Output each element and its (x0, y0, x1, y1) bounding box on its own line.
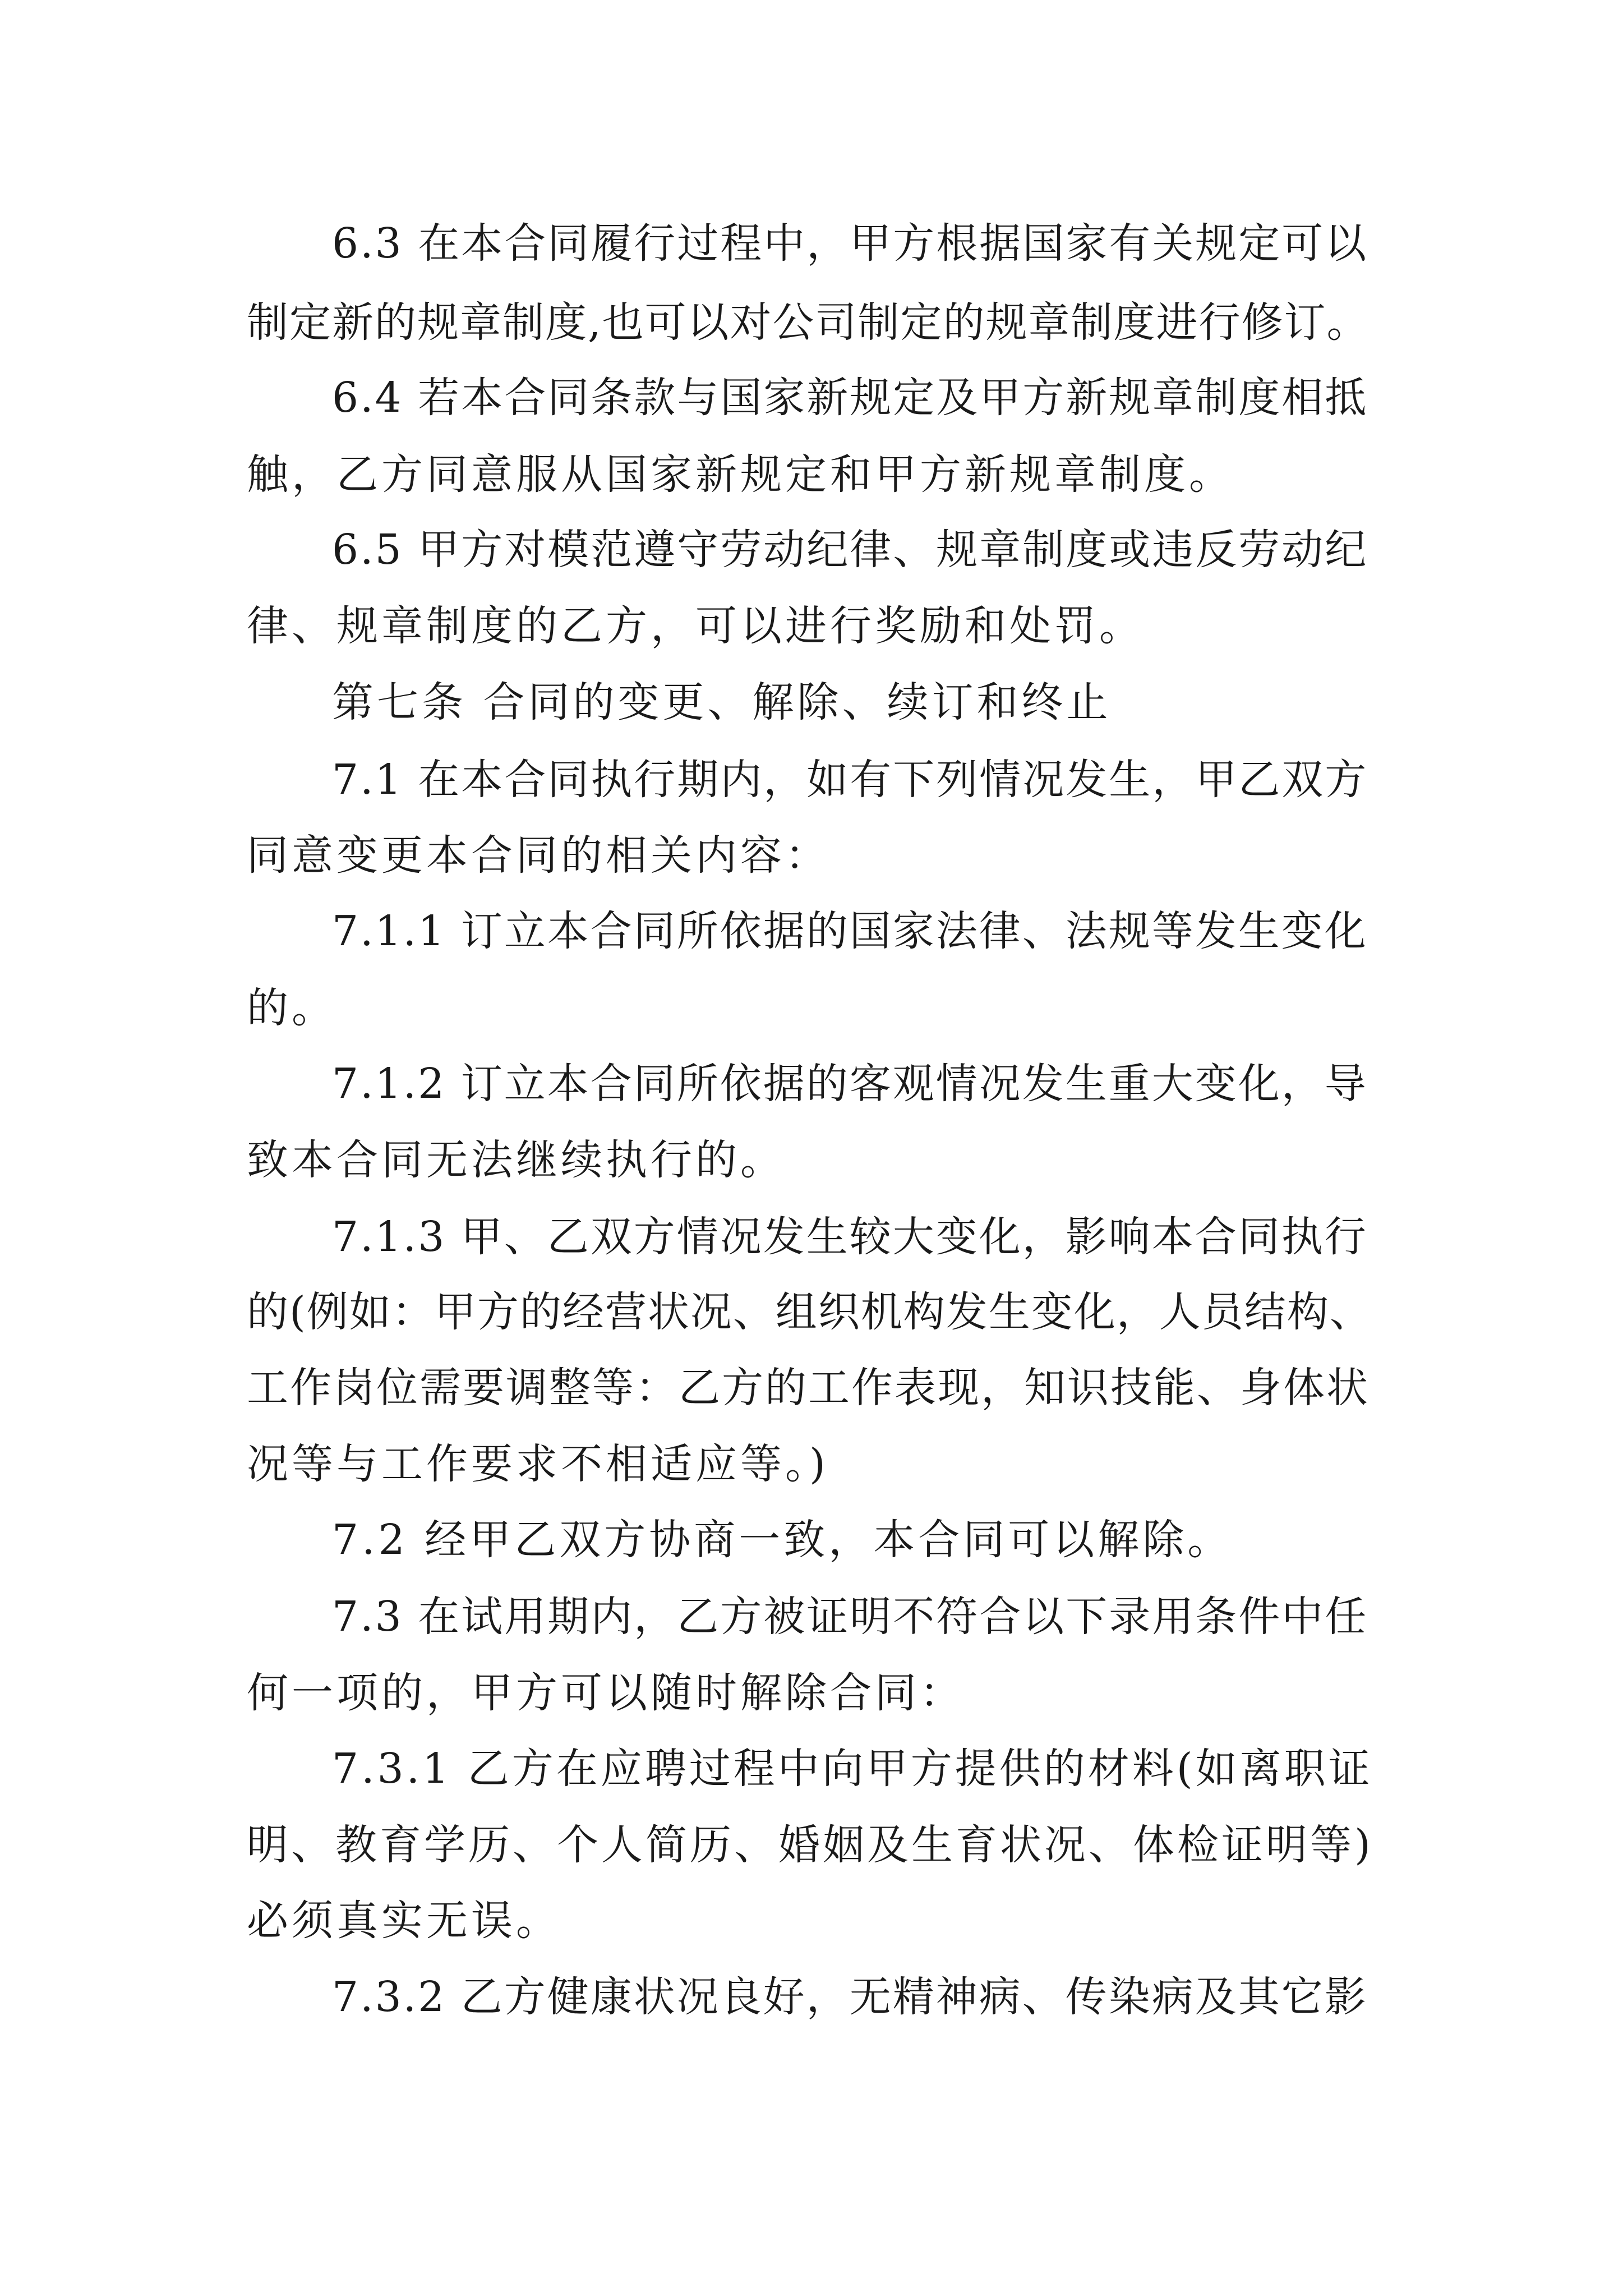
article-7-heading: 第七条 合同的变更、解除、续订和终止 (332, 678, 1112, 726)
clause-6-3-line-1: 6.3 在本合同履行过程中，甲方根据国家有关规定可以 (332, 219, 1368, 268)
clause-7-1-1-line-1: 7.1.1 订立本合同所依据的国家法律、法规等发生变化 (332, 907, 1368, 955)
clause-7-3-1-line-2: 明、教育学历、个人简历、婚姻及生育状况、体检证明等) (247, 1821, 1373, 1869)
clause-7-3-1-line-3: 必须真实无误。 (247, 1897, 561, 1945)
clause-7-1-3-line-1: 7.1.3 甲、乙双方情况发生较大变化，影响本合同执行 (332, 1213, 1368, 1261)
clause-6-4-line-1: 6.4 若本合同条款与国家新规定及甲方新规章制度相抵 (332, 374, 1368, 422)
clause-6-5-line-2: 律、规章制度的乙方，可以进行奖励和处罚。 (247, 602, 1144, 650)
clause-6-4-line-2: 触，乙方同意服从国家新规定和甲方新规章制度。 (247, 450, 1234, 499)
clause-7-3-line-2: 何一项的，甲方可以随时解除合同： (247, 1669, 965, 1717)
clause-7-1-2-line-2: 致本合同无法继续执行的。 (247, 1136, 785, 1184)
clause-7-2-line-1: 7.2 经甲乙双方协商一致，本合同可以解除。 (332, 1516, 1233, 1564)
clause-7-3-line-1: 7.3 在试用期内，乙方被证明不符合以下录用条件中任 (332, 1593, 1368, 1641)
clause-7-3-1-line-1: 7.3.1 乙方在应聘过程中向甲方提供的材料(如离职证 (332, 1745, 1373, 1793)
clause-7-1-1-line-2: 的。 (247, 984, 336, 1032)
clause-7-3-2-line-1: 7.3.2 乙方健康状况良好，无精神病、传染病及其它影 (332, 1973, 1368, 2021)
clause-7-1-line-2: 同意变更本合同的相关内容： (247, 831, 830, 880)
clause-7-1-3-line-2: 的(例如：甲方的经营状况、组织机构发生变化，人员结构、 (247, 1288, 1372, 1336)
clause-7-1-3-line-4: 况等与工作要求不相适应等。) (247, 1440, 829, 1488)
clause-7-1-line-1: 7.1 在本合同执行期内，如有下列情况发生，甲乙双方 (332, 756, 1368, 804)
clause-7-1-2-line-1: 7.1.2 订立本合同所依据的客观情况发生重大变化，导 (332, 1060, 1368, 1108)
clause-6-5-line-1: 6.5 甲方对模范遵守劳动纪律、规章制度或违反劳动纪 (332, 526, 1368, 574)
clause-6-3-line-2: 制定新的规章制度,也可以对公司制定的规章制度进行修订。 (247, 298, 1370, 347)
clause-7-1-3-line-3: 工作岗位需要调整等：乙方的工作表现，知识技能、身体状 (247, 1364, 1370, 1412)
